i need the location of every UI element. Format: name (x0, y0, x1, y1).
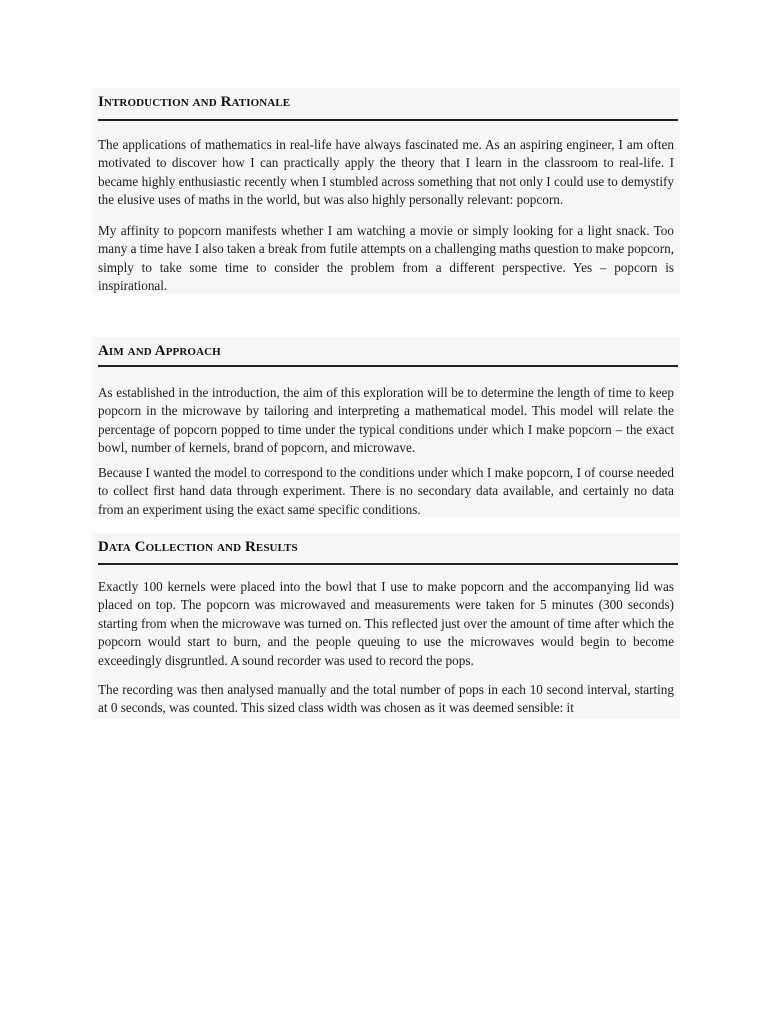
paragraph: Because I wanted the model to correspond to the conditions under which I make popcorn, I of course needed to collect first hand data through experiment. There is no secondary data available, and certainly no data from an experiment using the exact same specific conditions. (98, 465, 674, 517)
heading-rule (98, 119, 678, 121)
paragraph: The applications of mathematics in real-life have always fascinated me. As an aspiring engineer, I am often motivated to discover how I can practically apply the theory that I learn in the classroom to real-life. I became highly enthusiastic recently when I stumbled across something that not only I could use to demystify the elusive uses of maths in the world, but was also highly personally relevant: popcorn. (98, 137, 674, 208)
section-heading: Introduction and Rationale (98, 94, 291, 110)
paragraph: As established in the introduction, the aim of this exploration will be to determine the length of time to keep popcorn in the microwave by tailoring and interpreting a mathematical model. This model will relate the percentage of popcorn popped to time under the typical conditions under which I make popcorn – the exact bowl, number of kernels, brand of popcorn, and microwave. (98, 385, 674, 456)
section-introduction-and-rationale (92, 88, 680, 294)
paragraph: The recording was then analysed manually and the total number of pops in each 10 second interval, starting at 0 seconds, was counted. This sized class width was chosen as it was deemed sensible: it (98, 682, 674, 716)
section-data-collection-and-results (92, 533, 680, 719)
heading-rule (98, 563, 678, 565)
section-heading: Aim and Approach (98, 343, 221, 359)
heading-rule (98, 365, 678, 367)
section-heading: Data Collection and Results (98, 539, 298, 555)
paragraph: Exactly 100 kernels were placed into the bowl that I use to make popcorn and the accompanying lid was placed on top. The popcorn was microwaved and measurements were taken for 5 minutes (300 seconds) starting from when the microwave was turned on. This reflected just over the amount of time after which the popcorn would start to burn, and the people queuing to use the microwaves would begin to become exceedingly disgruntled. A sound recorder was used to record the pops. (98, 579, 674, 668)
section-aim-and-approach (92, 337, 680, 517)
paragraph: My affinity to popcorn manifests whether I am watching a movie or simply looking for a light snack. Too many a time have I also taken a break from futile attempts on a challenging maths question to make popcorn, simply to take some time to consider the problem from a different perspective. Yes – popcorn is inspirational. (98, 223, 674, 294)
